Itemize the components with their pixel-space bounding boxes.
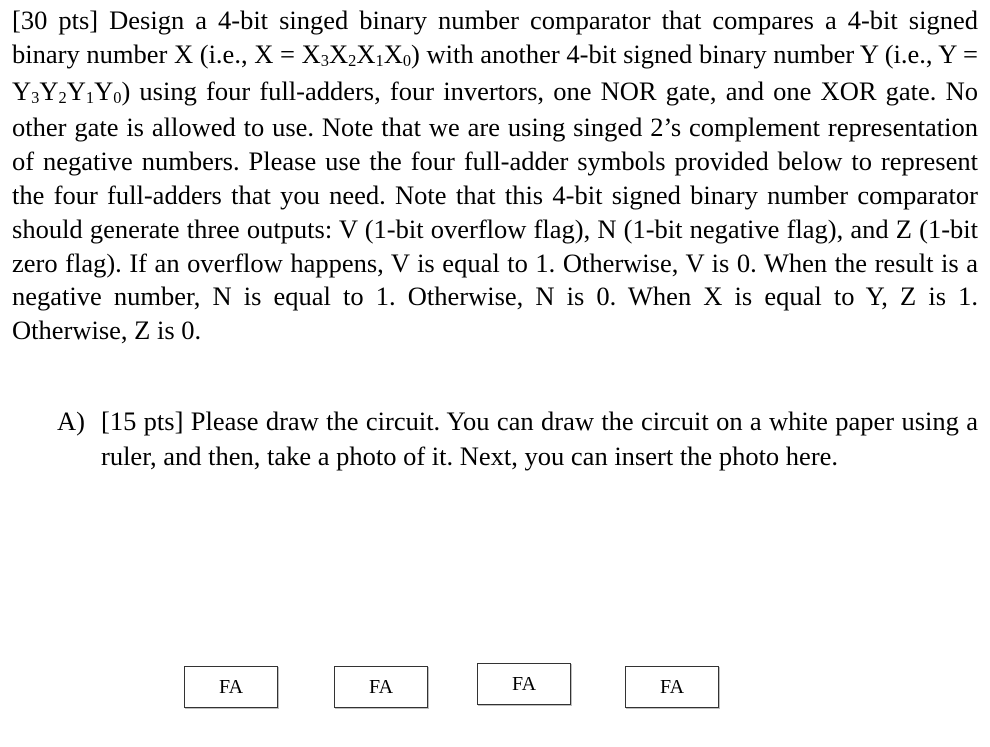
y3-subscript: 3 [31, 87, 40, 107]
x0-symbol: X [383, 38, 403, 69]
full-adder-symbol-2: FA [334, 666, 428, 708]
part-a-label: A) [57, 406, 85, 436]
problem-text-part3: ) using four full-adders, four invertors, one NOR gate, and one XOR gate. No other gate is allowed to use. Note that we are using singed 2’s complement representation of negative numbers. Please use the four full-adder symbols provided below to represent the four full-adders that you need. Note that this 4-bit signed binary number comparator should generate three outputs: V (1-bit overflow flag), N (1-bit negative flag), and Z (1-bit zero flag). If an overflow happens, V is equal to 1. Otherwise, V is 0. When the result is a negative number, N is equal to 1. Otherwise, N is 0. When X is equal to Y, Z is 1. Otherwise, Z is 0. [12, 75, 978, 346]
x1-subscript: 1 [375, 50, 384, 70]
y0-subscript: 0 [113, 87, 122, 107]
x0-subscript: 0 [402, 50, 412, 70]
y1-symbol: Y [66, 75, 86, 106]
x3-subscript: 3 [320, 50, 329, 70]
y2-subscript: 2 [58, 87, 67, 107]
part-a-text: [15 pts] Please draw the circuit. You can draw the circuit on a white paper using a ruler, and then, take a photo of it. Next, you can insert the photo here. [101, 406, 978, 471]
y1-subscript: 1 [85, 87, 95, 107]
problem-statement [12, 4, 978, 348]
full-adder-symbol-3: FA [477, 663, 571, 705]
x2-symbol: X [328, 38, 349, 69]
y2-symbol: Y [39, 75, 59, 106]
problem-text-part1: [30 pts] Design a 4-bit singed binary number comparator that compares a 4-bit signed binary number X (i.e., X = X [12, 5, 978, 69]
x1-symbol: X [356, 38, 376, 69]
y0-symbol: Y [94, 75, 114, 106]
problem-text-part2: ) with another 4-bit signed binary number Y (i.e., Y = Y [12, 38, 978, 106]
full-adder-symbol-1: FA [184, 666, 278, 708]
full-adder-symbol-4: FA [625, 666, 719, 708]
part-a [57, 404, 978, 474]
x2-subscript: 2 [348, 50, 357, 70]
